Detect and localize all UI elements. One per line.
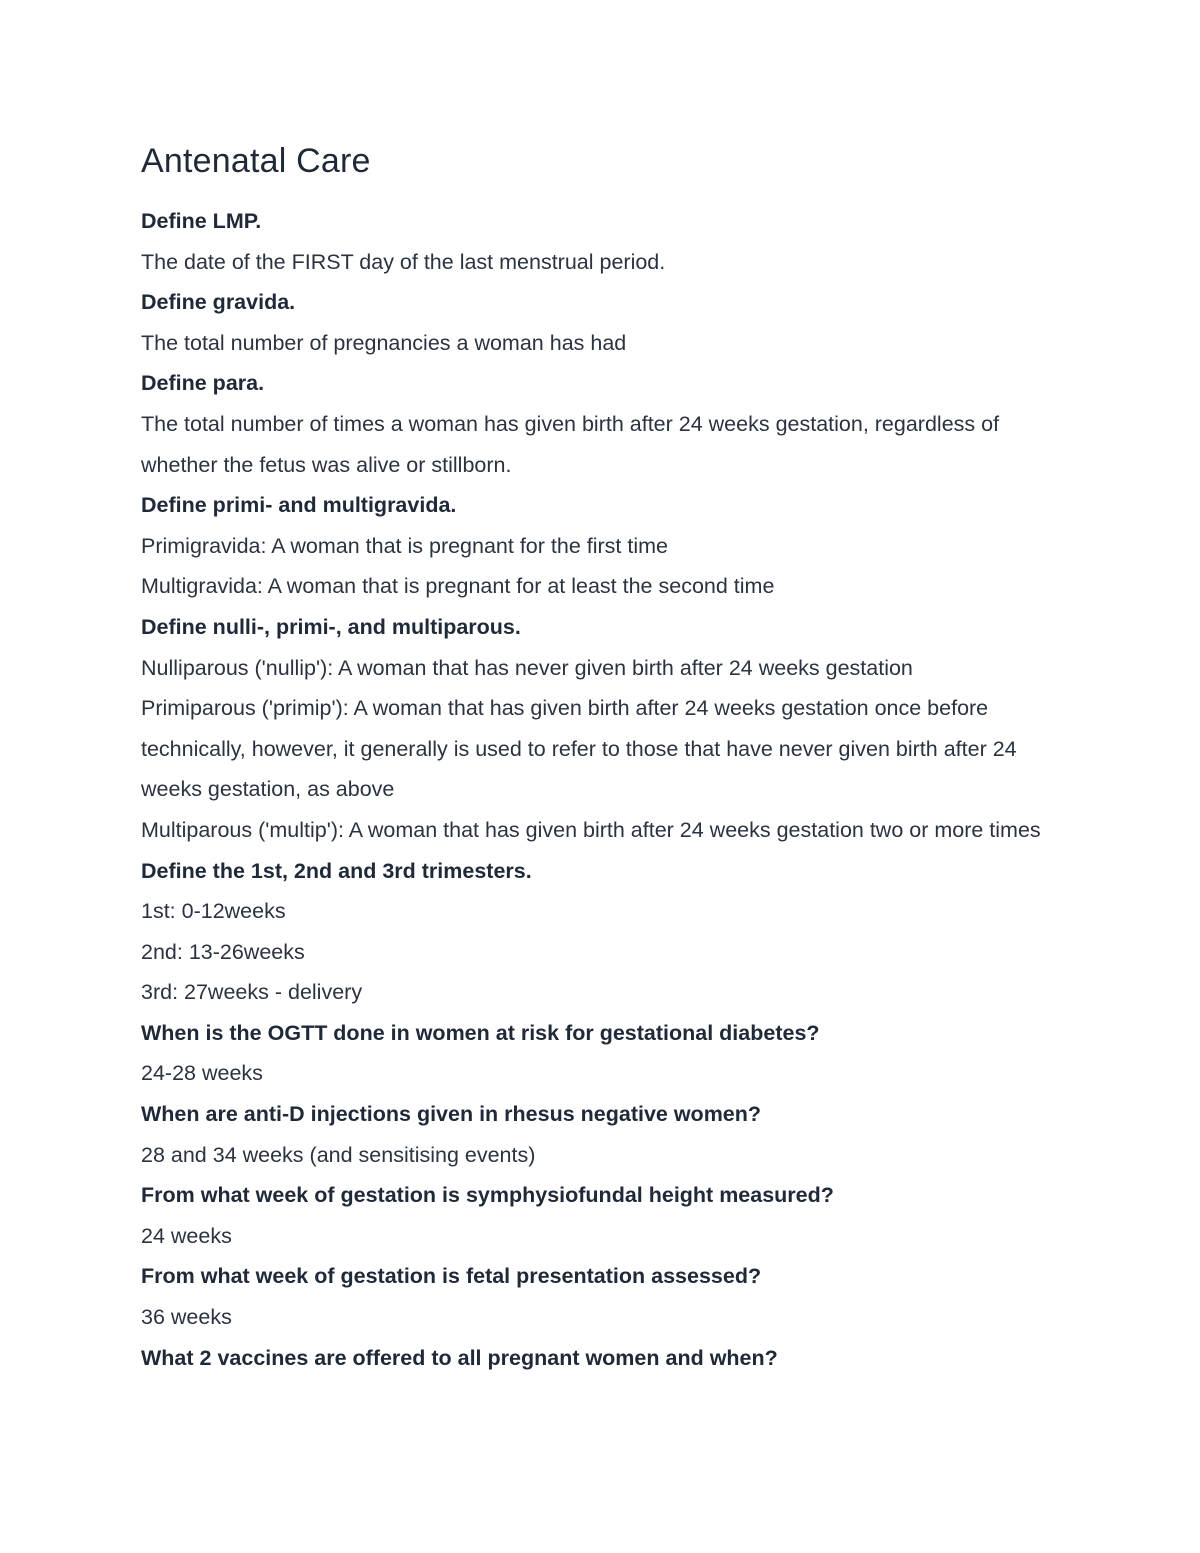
qa-item	[141, 607, 1071, 851]
qa-item	[141, 201, 1071, 282]
answer: 2nd: 13-26weeks	[141, 939, 305, 964]
answer: The total number of pregnancies a woman has had	[141, 330, 627, 355]
answer: 36 weeks	[141, 1305, 232, 1330]
question: When are anti-D injections given in rhesus negative women?	[141, 1102, 762, 1127]
qa-item	[141, 363, 1071, 485]
qa-item	[141, 1094, 1071, 1175]
question: From what week of gestation is fetal presentation assessed?	[141, 1264, 762, 1289]
qa-item	[141, 1256, 1071, 1337]
answer: 28 and 34 weeks (and sensitising events)	[141, 1142, 536, 1167]
qa-item	[141, 485, 1071, 607]
answer: The total number of times a woman has given birth after 24 weeks gestation, regardless of whether the fetus was alive or stillborn.	[141, 411, 1000, 477]
document-page	[141, 138, 1071, 1378]
answer: Primigravida: A woman that is pregnant for the first time	[141, 533, 668, 558]
qa-item	[141, 282, 1071, 363]
question: From what week of gestation is symphysiofundal height measured?	[141, 1183, 834, 1208]
question: Define nulli-, primi-, and multiparous.	[141, 614, 521, 639]
question: Define the 1st, 2nd and 3rd trimesters.	[141, 858, 532, 883]
answer: The date of the FIRST day of the last menstrual period.	[141, 249, 666, 274]
answer: 24 weeks	[141, 1223, 232, 1248]
question: What 2 vaccines are offered to all pregnant women and when?	[141, 1345, 778, 1370]
question: Define primi- and multigravida.	[141, 493, 457, 518]
qa-item	[141, 1175, 1071, 1256]
answer: Nulliparous ('nullip'): A woman that has never given birth after 24 weeks gestation	[141, 655, 913, 680]
document-title: Antenatal Care	[141, 142, 371, 180]
answer: 1st: 0-12weeks	[141, 899, 286, 924]
qa-item	[141, 1013, 1071, 1094]
qa-item	[141, 851, 1071, 1013]
question: When is the OGTT done in women at risk for gestational diabetes?	[141, 1020, 820, 1045]
answer: Multiparous ('multip'): A woman that has given birth after 24 weeks gestation two or more times	[141, 817, 1041, 842]
answer: 24-28 weeks	[141, 1061, 263, 1086]
question: Define LMP.	[141, 209, 262, 233]
question: Define gravida.	[141, 290, 296, 315]
question: Define para.	[141, 371, 265, 396]
answer: Multigravida: A woman that is pregnant for at least the second time	[141, 574, 775, 599]
answer: 3rd: 27weeks - delivery	[141, 980, 363, 1005]
answer: Primiparous ('primip'): A woman that has given birth after 24 weeks gestation once before technically, however, it generally is used to refer to those that have never given birth after 24 weeks gestation, as above	[141, 696, 1017, 802]
qa-item	[141, 1338, 1071, 1379]
